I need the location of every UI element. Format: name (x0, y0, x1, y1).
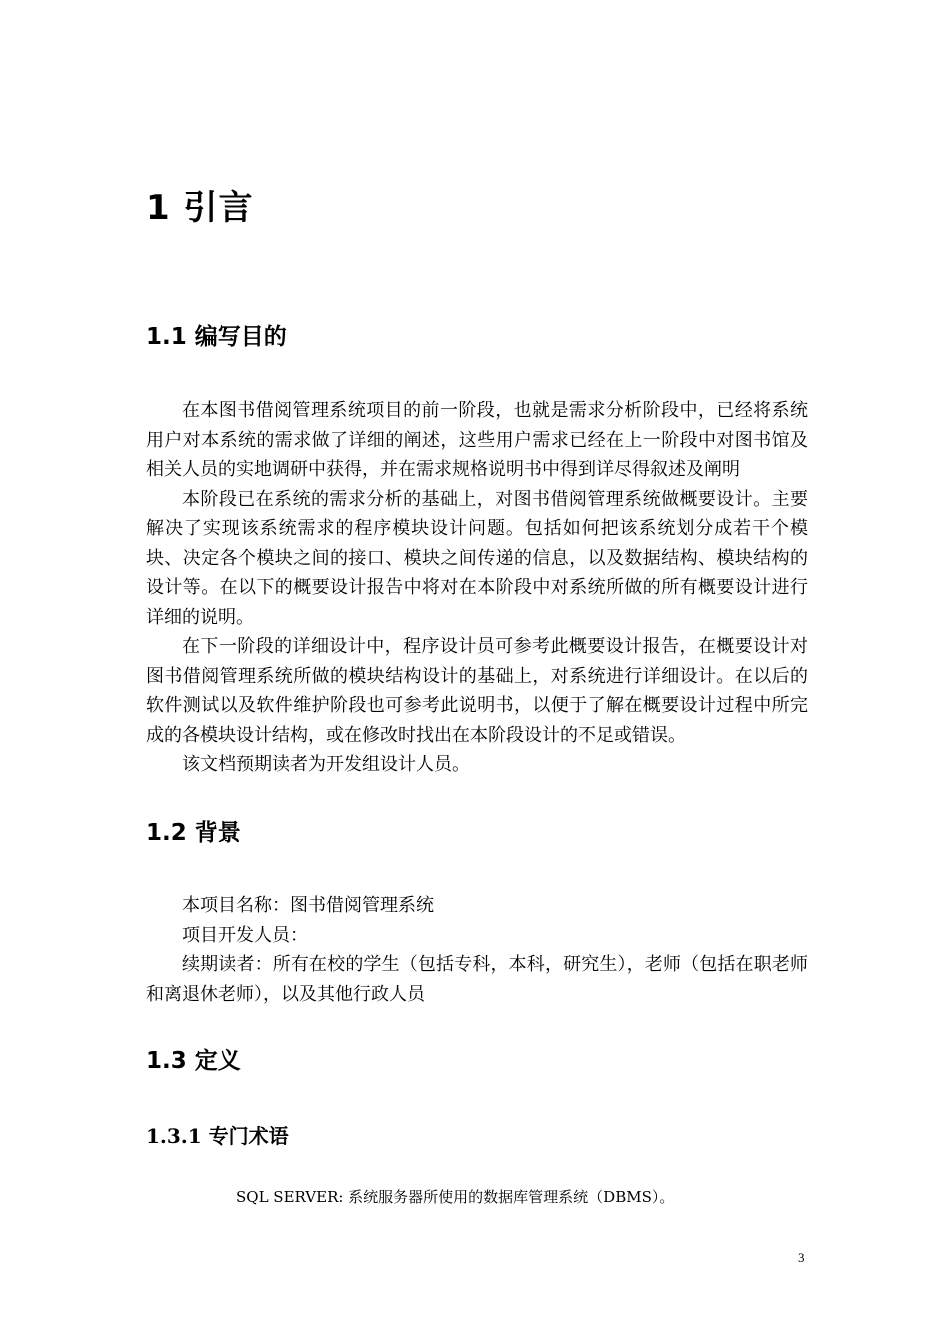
chapter-title: 1 引言 (146, 188, 254, 228)
section-1-2-heading: 1.2 背景 (146, 820, 241, 846)
paragraph: 续期读者：所有在校的学生（包括专科，本科，研究生），老师（包括在职老师和离退休老师），以及其他行政人员 (146, 954, 808, 1005)
paragraph: 本项目名称：图书借阅管理系统 (182, 895, 434, 916)
paragraph: 在本图书借阅管理系统项目的前一阶段，也就是需求分析阶段中，已经将系统用户对本系统的需求做了详细的阐述，这些用户需求已经在上一阶段中对图书馆及相关人员的实地调研中获得，并在需求规格说明书中得到详尽得叙述及阐明 (146, 400, 808, 480)
section-1-1-body (146, 396, 808, 780)
section-1-1-heading: 1.1 编写目的 (146, 324, 287, 350)
paragraph: 在下一阶段的详细设计中，程序设计员可参考此概要设计报告，在概要设计对图书借阅管理系统所做的模块结构设计的基础上，对系统进行详细设计。在以后的软件测试以及软件维护阶段也可参考此说明书，以便于了解在概要设计过程中所完成的各模块设计结构，或在修改时找出在本阶段设计的不足或错误。 (146, 636, 808, 746)
paragraph: 本阶段已在系统的需求分析的基础上，对图书借阅管理系统做概要设计。主要解决了实现该系统需求的程序模块设计问题。包括如何把该系统划分成若干个模块、决定各个模块之间的接口、模块之间传递的信息，以及数据结构、模块结构的设计等。在以下的概要设计报告中将对在本阶段中对系统所做的所有概要设计进行详细的说明。 (146, 488, 808, 628)
term-definition: SQL SERVER: 系统服务器所使用的数据库管理系统（DBMS）。 (236, 1188, 675, 1206)
paragraph: 该文档预期读者为开发组设计人员。 (182, 754, 470, 775)
section-1-3-heading: 1.3 定义 (146, 1048, 241, 1074)
subsection-1-3-1-heading: 1.3.1 专门术语 (146, 1124, 289, 1148)
page-number: 3 (798, 1250, 805, 1265)
paragraph: 项目开发人员： (182, 924, 308, 946)
section-1-2-body (146, 891, 808, 1009)
